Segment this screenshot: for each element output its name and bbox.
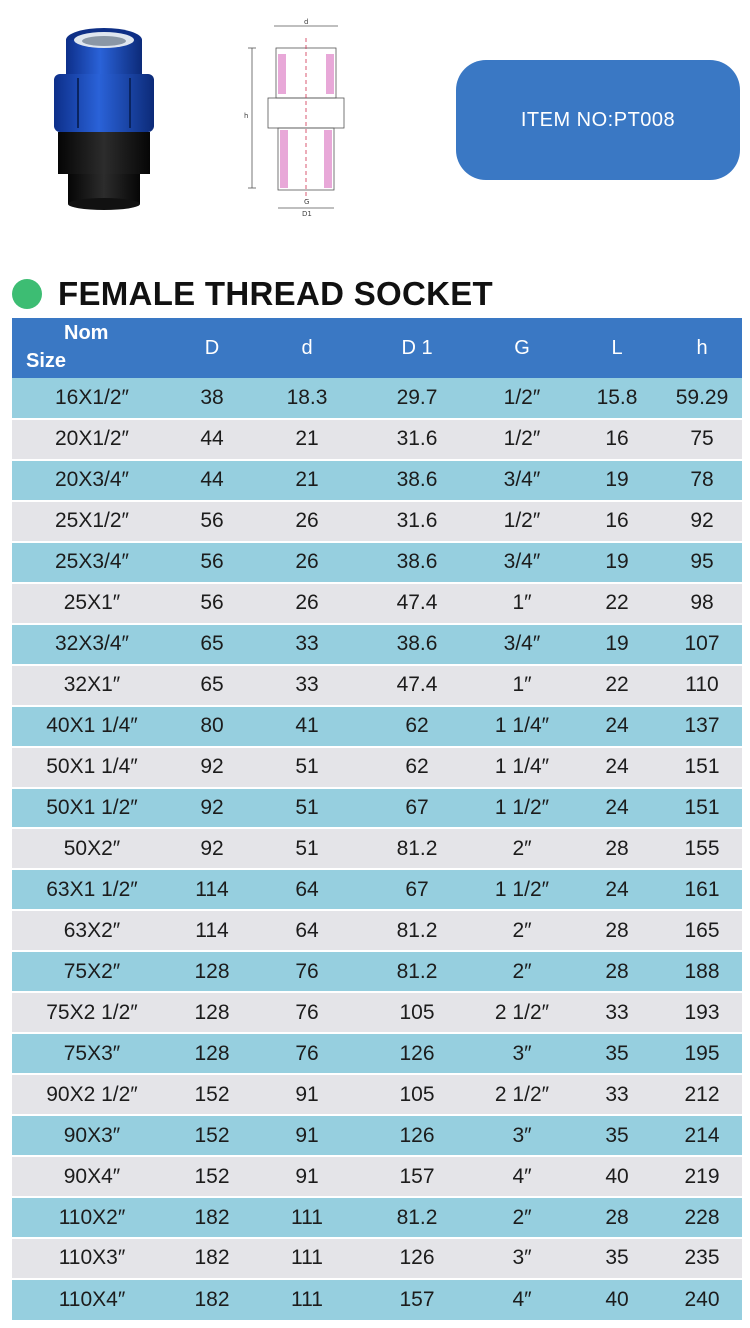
cell-D1: 31.6 [396, 509, 438, 533]
header-size-label: Size [26, 350, 67, 372]
cell-D1: 62 [405, 755, 429, 779]
table-row [12, 419, 742, 460]
item-number-text: ITEM NO:PT008 [520, 108, 676, 131]
cell-G: 3/4″ [503, 632, 541, 656]
cell-L: 28 [605, 836, 629, 860]
cell-L: 28 [605, 1205, 629, 1229]
cell-G: 2″ [512, 959, 532, 983]
cell-h: 137 [684, 714, 720, 738]
svg-text:D1: D1 [302, 210, 312, 218]
cell-h: 161 [684, 877, 720, 901]
cell-D: 128 [194, 1000, 230, 1024]
cell-h: 155 [684, 836, 720, 860]
cell-h: 219 [684, 1164, 720, 1188]
cell-G: 3/4″ [503, 550, 541, 574]
cell-G: 1″ [512, 591, 532, 615]
cell-D1: 126 [399, 1041, 435, 1065]
cell-D1: 81.2 [396, 1205, 438, 1229]
cell-nom-size: 50X2″ [63, 836, 121, 860]
table-row [12, 501, 742, 542]
cell-G: 3/4″ [503, 468, 541, 492]
cell-L: 35 [605, 1246, 629, 1270]
cell-d: 33 [295, 673, 319, 697]
cell-h: 92 [690, 509, 714, 533]
cell-G: 2 1/2″ [494, 1000, 550, 1024]
cell-G: 1 1/4″ [494, 755, 550, 779]
svg-text:d: d [304, 18, 309, 26]
cell-D1: 47.4 [396, 591, 438, 615]
cell-nom-size: 63X2″ [63, 918, 121, 942]
cell-L: 35 [605, 1041, 629, 1065]
header-nom-label: Nom [64, 322, 109, 344]
cell-L: 28 [605, 959, 629, 983]
header-d: d [301, 336, 313, 359]
cell-L: 24 [605, 877, 629, 901]
cell-D: 65 [200, 673, 224, 697]
cell-L: 19 [605, 550, 629, 574]
cell-G: 2 1/2″ [494, 1082, 550, 1106]
table-row [12, 542, 742, 583]
table-row [12, 706, 742, 747]
table-row [12, 910, 742, 951]
cell-L: 24 [605, 755, 629, 779]
cell-D1: 62 [405, 714, 429, 738]
cell-d: 51 [295, 836, 319, 860]
cell-L: 35 [605, 1123, 629, 1147]
cell-h: 151 [684, 796, 720, 819]
cell-nom-size: 75X2″ [63, 959, 121, 983]
cell-nom-size: 25X1/2″ [55, 509, 129, 533]
cell-D: 56 [200, 550, 224, 574]
table-row [12, 992, 742, 1033]
cell-L: 15.8 [596, 385, 638, 409]
cell-D1: 67 [405, 796, 429, 819]
cell-d: 26 [295, 509, 319, 533]
section-heading [12, 272, 493, 316]
cell-d: 76 [295, 1000, 319, 1024]
table-row [12, 378, 742, 419]
header-nom-size [12, 318, 172, 378]
cell-G: 2″ [512, 1205, 532, 1229]
cell-D: 152 [194, 1164, 230, 1188]
cell-D: 128 [194, 1041, 230, 1065]
technical-drawing [238, 18, 356, 218]
table-row [12, 1074, 742, 1115]
cell-D: 92 [200, 836, 224, 860]
cell-G: 1/2″ [503, 385, 541, 409]
cell-G: 1″ [512, 673, 532, 697]
cell-d: 91 [295, 1164, 319, 1188]
cell-L: 22 [605, 591, 629, 615]
page-title: FEMALE THREAD SOCKET [58, 275, 493, 312]
cell-d: 111 [291, 1287, 323, 1311]
cell-D1: 81.2 [396, 959, 438, 983]
cell-nom-size: 90X3″ [63, 1123, 121, 1147]
cell-nom-size: 110X4″ [58, 1287, 126, 1311]
table-row [12, 583, 742, 624]
cell-D: 80 [200, 714, 224, 738]
cell-G: 3″ [512, 1041, 532, 1065]
cell-nom-size: 75X2 1/2″ [46, 1000, 138, 1024]
table-body [12, 378, 742, 1320]
cell-nom-size: 75X3″ [63, 1041, 121, 1065]
cell-D1: 157 [399, 1287, 435, 1311]
cell-d: 76 [295, 1041, 319, 1065]
svg-text:G: G [304, 198, 310, 206]
cell-D1: 31.6 [396, 427, 438, 451]
cell-nom-size: 25X3/4″ [55, 550, 129, 574]
cell-h: 193 [684, 1000, 720, 1024]
cell-G: 1 1/2″ [494, 796, 550, 819]
cell-D1: 81.2 [396, 918, 438, 942]
cell-h: 78 [690, 468, 714, 492]
cell-nom-size: 32X1″ [63, 673, 121, 697]
cell-D1: 105 [399, 1082, 435, 1106]
spec-table-container [12, 318, 742, 1320]
cell-D1: 105 [399, 1000, 435, 1024]
cell-h: 59.29 [675, 385, 729, 409]
item-number-badge [456, 60, 740, 180]
header-D1: D 1 [401, 336, 433, 359]
cell-h: 195 [684, 1041, 720, 1065]
cell-L: 40 [605, 1287, 629, 1311]
cell-d: 21 [295, 427, 319, 451]
table-row [12, 665, 742, 706]
cell-G: 2″ [512, 836, 532, 860]
cell-L: 40 [605, 1164, 629, 1188]
cell-D1: 47.4 [396, 673, 438, 697]
cell-h: 165 [684, 918, 720, 942]
cell-nom-size: 90X4″ [63, 1164, 121, 1188]
cell-D: 56 [200, 591, 224, 615]
cell-D: 152 [194, 1123, 230, 1147]
cell-h: 75 [690, 427, 714, 451]
cell-D: 182 [194, 1205, 230, 1229]
cell-h: 214 [684, 1123, 720, 1147]
cell-nom-size: 25X1″ [63, 591, 121, 615]
cell-d: 76 [295, 959, 319, 983]
cell-nom-size: 20X3/4″ [55, 468, 129, 492]
cell-D1: 81.2 [396, 836, 438, 860]
cell-d: 18.3 [286, 385, 328, 409]
cell-d: 41 [295, 714, 319, 738]
cell-D: 65 [200, 632, 224, 656]
cell-D1: 29.7 [396, 385, 438, 409]
cell-D: 182 [194, 1246, 230, 1270]
table-row [12, 1279, 742, 1320]
cell-G: 3″ [512, 1123, 532, 1147]
cell-nom-size: 90X2 1/2″ [46, 1082, 138, 1106]
cell-d: 26 [295, 591, 319, 615]
cell-G: 1 1/2″ [494, 877, 550, 901]
cell-h: 235 [684, 1246, 720, 1270]
cell-D: 128 [194, 959, 230, 983]
cell-G: 3″ [512, 1246, 532, 1270]
cell-G: 4″ [512, 1287, 532, 1311]
cell-L: 16 [605, 427, 629, 451]
cell-d: 111 [291, 1205, 323, 1229]
cell-d: 91 [295, 1123, 319, 1147]
table-row [12, 788, 742, 829]
cell-L: 33 [605, 1082, 629, 1106]
header-D: D [204, 336, 220, 359]
header-h: h [696, 336, 708, 359]
cell-L: 19 [605, 468, 629, 492]
cell-G: 1 1/4″ [494, 714, 550, 738]
table-row [12, 747, 742, 788]
cell-d: 111 [291, 1246, 323, 1270]
cell-d: 51 [295, 796, 319, 819]
cell-nom-size: 110X3″ [58, 1246, 126, 1270]
cell-h: 240 [684, 1287, 720, 1311]
cell-d: 33 [295, 632, 319, 656]
cell-h: 98 [690, 591, 714, 615]
table-row [12, 1156, 742, 1197]
spec-table [12, 318, 742, 1320]
cell-D: 92 [200, 796, 224, 819]
cell-nom-size: 63X1 1/2″ [46, 877, 138, 901]
cell-G: 1/2″ [503, 427, 541, 451]
table-row [12, 624, 742, 665]
table-row [12, 460, 742, 501]
cell-D: 56 [200, 509, 224, 533]
cell-L: 28 [605, 918, 629, 942]
cell-h: 151 [684, 755, 720, 779]
table-row [12, 951, 742, 992]
cell-D: 114 [195, 877, 229, 901]
table-row [12, 1115, 742, 1156]
cell-D: 44 [200, 427, 224, 451]
table-row [12, 1238, 742, 1279]
cell-D: 38 [200, 385, 224, 409]
cell-d: 64 [295, 877, 319, 901]
bullet-dot-icon [12, 279, 42, 309]
cell-nom-size: 50X1 1/2″ [46, 796, 138, 819]
cell-h: 228 [684, 1205, 720, 1229]
cell-D1: 126 [399, 1123, 435, 1147]
cell-G: 1/2″ [503, 509, 541, 533]
cell-L: 22 [605, 673, 629, 697]
cell-d: 64 [295, 918, 319, 942]
table-header-row [12, 318, 742, 378]
cell-h: 95 [690, 550, 714, 574]
cell-nom-size: 20X1/2″ [55, 427, 129, 451]
table-row [12, 1197, 742, 1238]
cell-d: 91 [295, 1082, 319, 1106]
cell-h: 107 [684, 632, 720, 656]
cell-D1: 38.6 [396, 632, 438, 656]
table-row [12, 828, 742, 869]
cell-D: 92 [200, 755, 224, 779]
cell-D1: 38.6 [396, 468, 438, 492]
product-photo [48, 22, 160, 212]
header-L: L [611, 336, 623, 359]
cell-d: 51 [295, 755, 319, 779]
cell-L: 33 [605, 1000, 629, 1024]
cell-D: 44 [200, 468, 224, 492]
cell-d: 26 [295, 550, 319, 574]
cell-nom-size: 32X3/4″ [55, 632, 129, 656]
cell-h: 110 [685, 673, 719, 697]
cell-D1: 157 [399, 1164, 435, 1188]
cell-D1: 126 [399, 1246, 435, 1270]
cell-h: 188 [684, 959, 720, 983]
table-row [12, 1033, 742, 1074]
cell-L: 16 [605, 509, 629, 533]
cell-G: 2″ [512, 918, 532, 942]
cell-G: 4″ [512, 1164, 532, 1188]
cell-D: 152 [194, 1082, 230, 1106]
cell-D1: 38.6 [396, 550, 438, 574]
cell-nom-size: 110X2″ [58, 1205, 126, 1229]
cell-L: 24 [605, 714, 629, 738]
cell-D: 182 [194, 1287, 230, 1311]
svg-text:h: h [244, 112, 249, 120]
cell-h: 212 [684, 1082, 720, 1106]
table-row [12, 869, 742, 910]
cell-D: 114 [195, 918, 229, 942]
cell-L: 19 [605, 632, 629, 656]
cell-nom-size: 16X1/2″ [55, 385, 129, 409]
cell-d: 21 [295, 468, 319, 492]
header-G: G [514, 336, 530, 359]
cell-D1: 67 [405, 877, 429, 901]
cell-nom-size: 40X1 1/4″ [46, 714, 138, 738]
cell-L: 24 [605, 796, 629, 819]
cell-nom-size: 50X1 1/4″ [46, 755, 138, 779]
